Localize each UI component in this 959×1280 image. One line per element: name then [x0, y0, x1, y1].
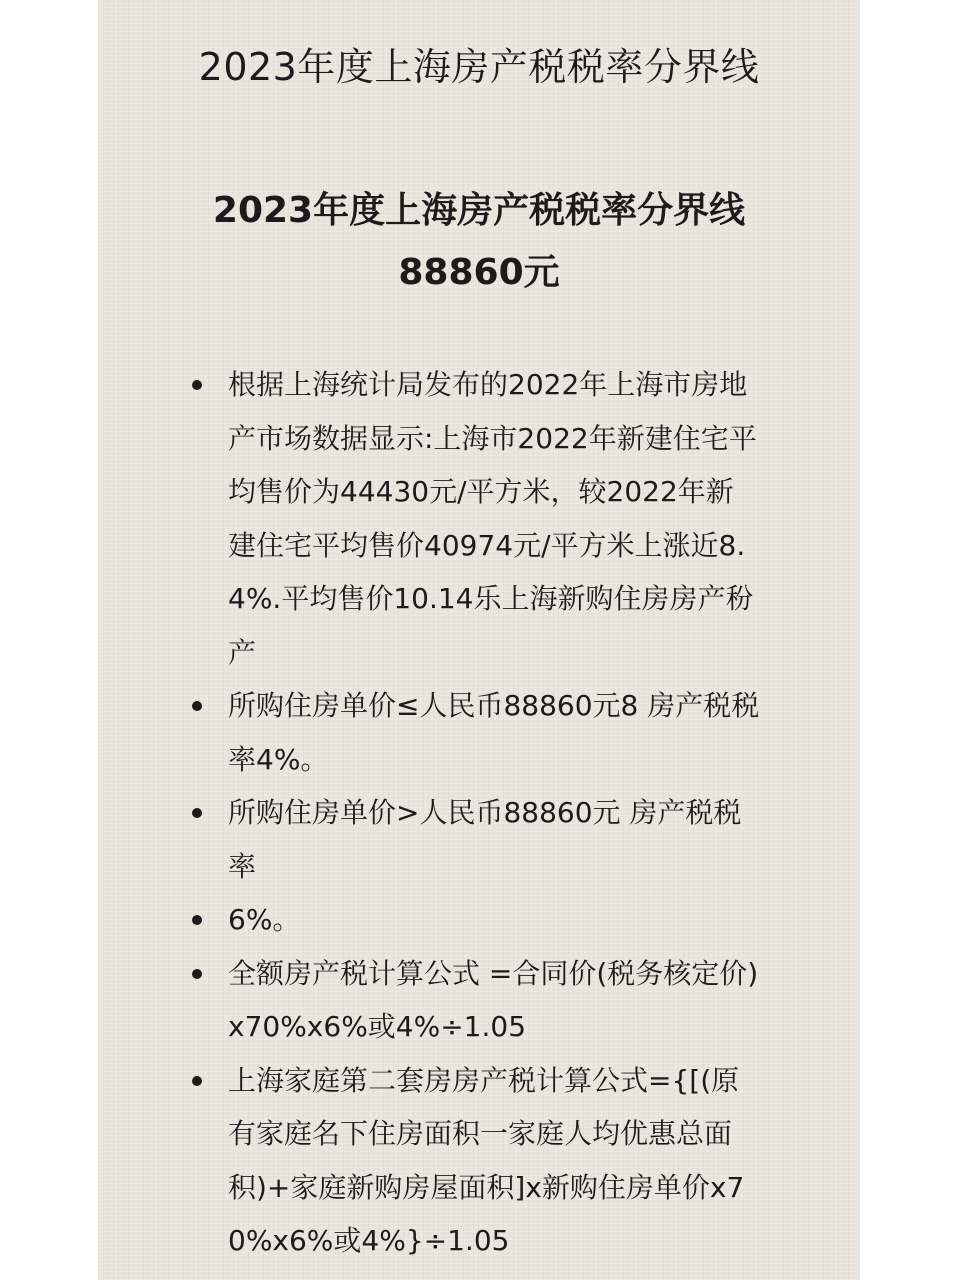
main-heading	[98, 180, 860, 304]
bullet-item	[186, 893, 761, 947]
document-page	[98, 0, 860, 1280]
bullet-text: 上海家庭第二套房房产税计算公式={[(原有家庭名下住房面积一家庭人均优惠总面积)+家庭新购房屋面积]x新购住房单价x70%x6%或4%}÷1.05	[228, 1063, 745, 1257]
bullet-text: 所购住房单价≤人民币88860元8 房产税税率4%。	[228, 689, 760, 776]
bullet-text: 所购住房单价>人民币88860元 房产税税率	[228, 796, 742, 883]
bullet-dot-icon	[192, 1076, 202, 1086]
bullet-dot-icon	[192, 969, 202, 979]
bullet-item	[186, 947, 761, 1054]
bullet-item	[186, 1054, 761, 1268]
bullet-text: 6%。	[228, 903, 301, 936]
heading-line-2: 88860元	[398, 252, 560, 293]
bullet-item	[186, 679, 761, 786]
bullet-dot-icon	[192, 701, 202, 711]
bullet-text: 根据上海统计局发布的2022年上海市房地产市场数据显示:上海市2022年新建住宅平均售价为44430元/平方米，较2022年新建住宅平均售价40974元/平方米上涨近8.4%.平均售价10.14乐上海新购住房房产秎产	[228, 368, 757, 669]
bullet-item	[186, 358, 761, 679]
bullet-dot-icon	[192, 915, 202, 925]
bullet-dot-icon	[192, 808, 202, 818]
bullet-dot-icon	[192, 380, 202, 390]
heading-line-1: 2023年度上海房产税税率分界线	[212, 190, 746, 231]
bullet-list	[186, 358, 761, 1268]
page-title: 2023年度上海房产税税率分界线	[198, 45, 760, 89]
bullet-text: 全额房产税计算公式 =合同价(税务核定价)x70%x6%或4%÷1.05	[228, 956, 759, 1043]
bullet-item	[186, 786, 761, 893]
